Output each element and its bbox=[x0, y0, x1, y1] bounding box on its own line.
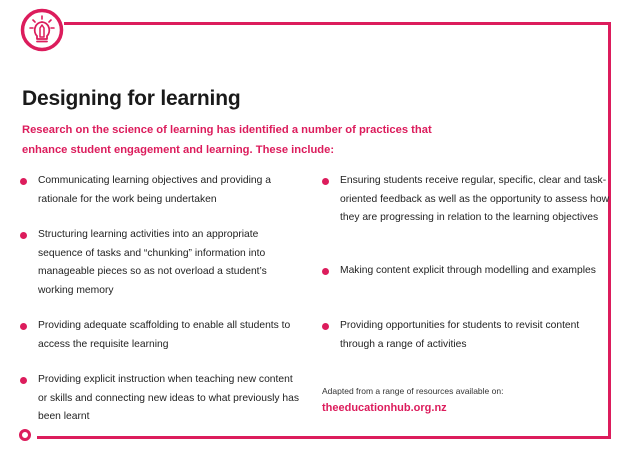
list-item-text: Structuring learning activities into an appropriate sequence of tasks and “chunking” information into manageable pieces so as not overload a student’s working memory bbox=[38, 229, 267, 296]
bullet-icon bbox=[20, 232, 27, 239]
intro-text: Research on the science of learning has identified a number of practices that enhance student engagement and learning. These include: bbox=[22, 124, 432, 156]
bullet-icon bbox=[20, 323, 27, 330]
list-item-text: Providing opportunities for students to revisit content through a range of activities bbox=[340, 320, 580, 350]
bullet-icon bbox=[322, 178, 329, 185]
list-item bbox=[20, 226, 302, 300]
list-item bbox=[322, 262, 610, 281]
list-item bbox=[20, 371, 302, 427]
frame-bottom-line bbox=[37, 436, 611, 439]
list-item bbox=[20, 172, 302, 209]
list-item-text: Communicating learning objectives and providing a rationale for the work being undertaken bbox=[38, 175, 271, 205]
source-link[interactable]: theeducationhub.org.nz bbox=[322, 402, 447, 414]
list-item bbox=[322, 317, 610, 354]
source-label: Adapted from a range of resources available on: bbox=[322, 386, 504, 396]
bullet-icon bbox=[322, 268, 329, 275]
list-item-text: Ensuring students receive regular, specific, clear and task-oriented feedback as well as the opportunity to assess how they are progressing in relation to the learning objectives bbox=[340, 175, 610, 223]
list-item-text: Making content explicit through modelling and examples bbox=[340, 265, 596, 276]
list-item bbox=[20, 317, 302, 354]
lightbulb-pencil-icon bbox=[20, 8, 64, 52]
list-item-text: Providing adequate scaffolding to enable all students to access the requisite learning bbox=[38, 320, 291, 350]
bullet-icon bbox=[20, 178, 27, 185]
list-item bbox=[322, 172, 610, 228]
frame-right-line bbox=[608, 22, 611, 439]
bullet-icon bbox=[322, 323, 329, 330]
frame-top-line bbox=[64, 22, 611, 25]
page-title: Designing for learning bbox=[22, 87, 241, 110]
list-item-text: Providing explicit instruction when teaching new content or skills and connecting new ideas to what previously has been learnt bbox=[38, 374, 299, 422]
bullet-icon bbox=[20, 377, 27, 384]
frame-end-circle bbox=[19, 429, 31, 441]
